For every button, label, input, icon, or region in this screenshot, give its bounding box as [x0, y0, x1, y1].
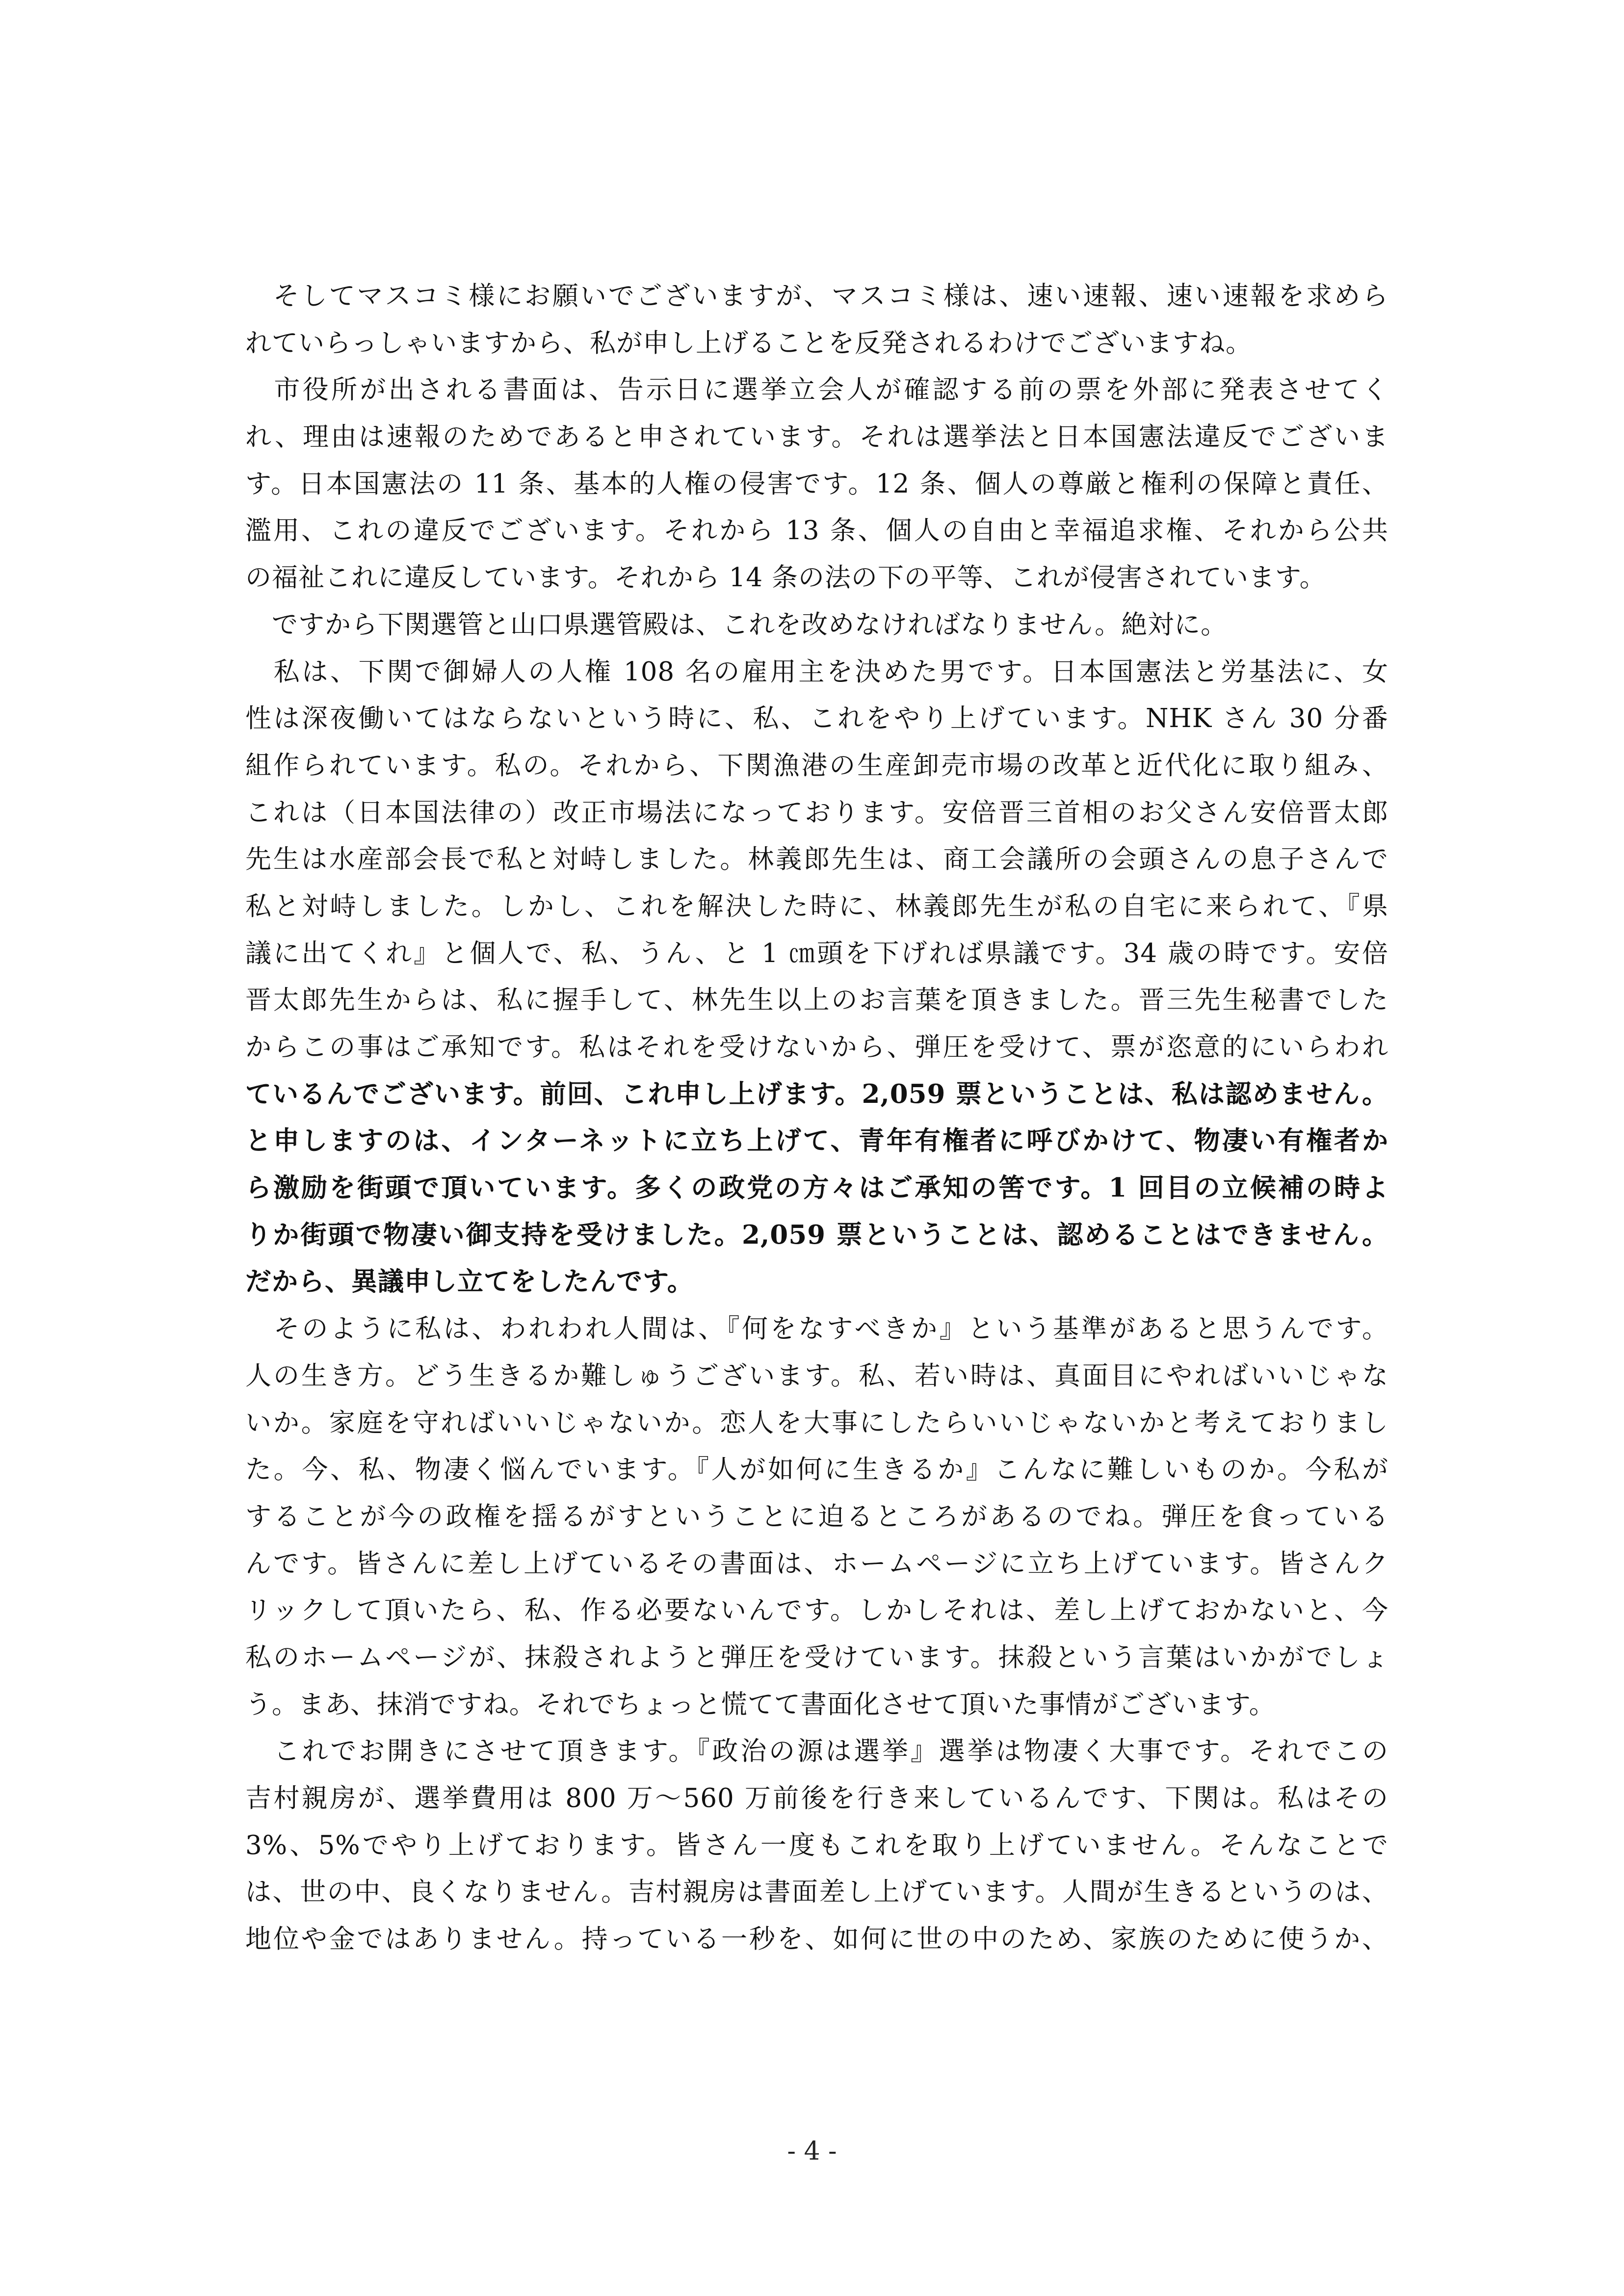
text-line: の福祉これに違反しています。それから 14 条の法の下の平等、これが侵害されています。 [245, 563, 1326, 593]
text-line: いか。家庭を守ればいいじゃないか。恋人を大事にしたらいいじゃないかと考えておりまし [245, 1408, 1388, 1438]
text-line: 私と対峙しました。しかし、これを解決した時に、林義郎先生が私の自宅に来られて、『県 [245, 891, 1388, 921]
text-line: 地位や金ではありません。持っている一秒を、如何に世の中のため、家族のために使うか、 [245, 1924, 1388, 1955]
text-line: これは（日本国法律の）改正市場法になっております。安倍晋三首相のお父さん安倍晋太郎 [245, 797, 1388, 828]
text-line: 人の生き方。どう生きるか難しゅうございます。私、若い時は、真面目にやればいいじゃな [245, 1360, 1388, 1391]
text-line: 私は、下関で御婦人の人権 108 名の雇用主を決めた男です。日本国憲法と労基法に、女 [245, 656, 1388, 687]
text-line: これでお開きにさせて頂きます。『政治の源は選挙』選挙は物凄く大事です。それでこの [245, 1736, 1388, 1767]
text-line: た。今、私、物凄く悩んでいます。『人が如何に生きるか』こんなに難しいものか。今私が [245, 1455, 1388, 1485]
text-line: 先生は水産部会長で私と対峙しました。林義郎先生は、商工会議所の会頭さんの息子さんで [245, 844, 1388, 875]
page-number: - 4 - [787, 2137, 837, 2166]
text-line: そのように私は、われわれ人間は、『何をなすべきか』という基準があると思うんです。 [245, 1314, 1388, 1344]
text-line: れ、理由は速報のためであると申されています。それは選挙法と日本国憲法違反でございま [245, 422, 1388, 452]
text-line: 議に出てくれ』と個人で、私、うん、と 1 ㎝頭を下げれば県議です。34 歳の時です。安倍 [245, 938, 1388, 968]
text-line: 晋太郎先生からは、私に握手して、林先生以上のお言葉を頂きました。晋三先生秘書でした [245, 985, 1388, 1016]
text-line: れていらっしゃいますから、私が申し上げることを反発されるわけでございますね。 [245, 328, 1252, 358]
text-line: 組作られています。私の。それから、下関漁港の生産卸売市場の改革と近代化に取り組み、 [245, 750, 1388, 781]
body-text [245, 273, 1388, 1963]
text-line: りか街頭で物凄い御支持を受けました。2,059 票ということは、認めることはできません。 [245, 1219, 1388, 1250]
text-line: ているんでございます。前回、これ申し上げます。2,059 票ということは、私は認めません。 [245, 1078, 1388, 1109]
text-line: ですから下関選管と山口県選管殿は、これを改めなければなりません。絶対に。 [245, 609, 1228, 640]
text-line: 私のホームページが、抹殺されようと弾圧を受けています。抹殺という言葉はいかがでしょ [245, 1642, 1388, 1672]
text-line: 濫用、これの違反でございます。それから 13 条、個人の自由と幸福追求権、それから公共 [245, 516, 1388, 546]
text-line: 3%、5%でやり上げております。皆さん一度もこれを取り上げていません。そんなことで [245, 1830, 1388, 1860]
text-line: と申しますのは、インターネットに立ち上げて、青年有権者に呼びかけて、物凄い有権者か [245, 1125, 1388, 1156]
text-line: んです。皆さんに差し上げているその書面は、ホームページに立ち上げています。皆さんク [245, 1548, 1388, 1579]
text-line: う。まあ、抹消ですね。それでちょっと慌てて書面化させて頂いた事情がございます。 [245, 1689, 1276, 1720]
text-line: からこの事はご承知です。私はそれを受けないから、弾圧を受けて、票が恣意的にいらわれ [245, 1032, 1388, 1062]
text-line: そしてマスコミ様にお願いでございますが、マスコミ様は、速い速報、速い速報を求めら [245, 281, 1388, 311]
text-line: 市役所が出される書面は、告示日に選挙立会人が確認する前の票を外部に発表させてく [245, 375, 1388, 405]
text-line: ら激励を街頭で頂いています。多くの政党の方々はご承知の筈です。1 回目の立候補の時よ [245, 1173, 1388, 1203]
text-line: だから、異議申し立てをしたんです。 [245, 1266, 694, 1297]
text-line: は、世の中、良くなりません。吉村親房は書面差し上げています。人間が生きるというのは、 [245, 1877, 1388, 1907]
text-line: 性は深夜働いてはならないという時に、私、これをやり上げています。NHK さん 30 分番 [245, 704, 1388, 734]
text-line: 吉村親房が、選挙費用は 800 万～560 万前後を行き来しているんです、下関は。私はその [245, 1783, 1388, 1813]
text-line: することが今の政権を揺るがすということに迫るところがあるのでね。弾圧を食っている [245, 1501, 1388, 1532]
text-line: リックして頂いたら、私、作る必要ないんです。しかしそれは、差し上げておかないと、今 [245, 1595, 1388, 1626]
text-line: す。日本国憲法の 11 条、基本的人権の侵害です。12 条、個人の尊厳と権利の保障と責任、 [245, 469, 1388, 499]
